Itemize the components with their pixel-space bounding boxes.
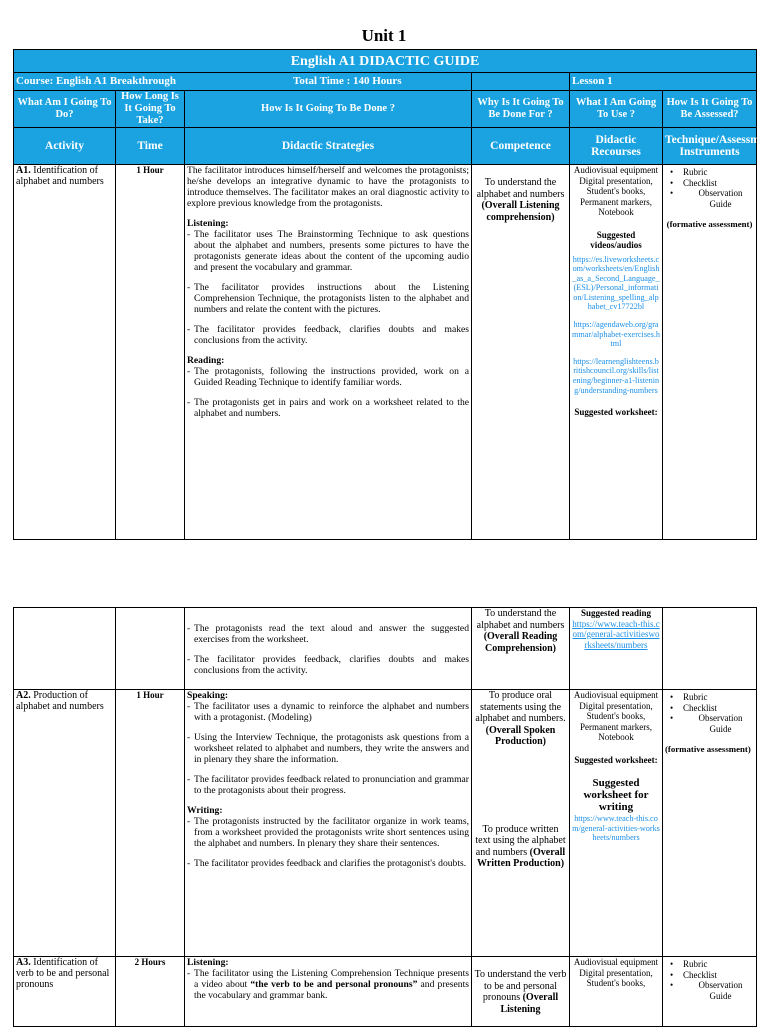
strategies-a3: Listening: - The facilitator using the Listening Comprehension Technique presents a video about “the verb to be and personal pronouns” and presents the vocabulary and grammar bank. [185, 957, 472, 1027]
column-competence: Competence [472, 128, 570, 165]
strategies-a1: The facilitator introduces himself/herself and welcomes the protagonists; he/she develops an integrative dynamic to have the protagonists to introduce themselves. The facilitator makes an oral diagnostic activity to explore previous knowledge from the protagonists. Listening: - The facilitator uses The Brainstorming Technique to ask questions about the alphabet and numbers, presents some pictures to have the protagonists generate ideas about the content of the upcoming audio and present the vocabulary and grammar. - The facilitator provides instructions about the Listening Comprehension Technique, the protagonists listen to the alphabet and numbers and relate the content with the pictures. - The facilitator provides feedback, clarifies doubts and makes conclusions from the activity. Reading: - The protagonists, following the instructions provided, work on a Guided Reading Technique to identify familiar words. - The protagonists get in pairs and work on a worksheet related to the alphabet and numbers. [185, 165, 472, 540]
resources-a1: Audiovisual equipment Digital presentation, Student's books, Permanent markers, Notebook Suggested videos/audios https://es.liveworksheets.com/worksheets/en/English_as_a_Second_Language_(ESL)/Personal_information/Listening_spelling_alphabet_cv17722bl https://agendaweb.org/grammar/alphabet-exercises.html https://learnenglishteens.britishcouncil.org/skills/listening/beginner-a1-listening/understanding-numbers Suggested worksheet: [570, 165, 663, 540]
time-a1: 1 Hour [116, 165, 185, 540]
techniques-a3: • Rubric • Checklist • Observation Guide [663, 957, 757, 1027]
link-teach-this-writing[interactable]: https://www.teach-this.com/general-activities-worksheets/numbers [572, 814, 660, 843]
table-row-a1 [14, 165, 757, 540]
lesson-label: Lesson 1 [570, 73, 757, 91]
time-a3: 2 Hours [116, 957, 185, 1027]
competence-a2: To produce oral statements using the alphabet and numbers. (Overall Spoken Production) To produce written text using the alphabet and numbers (Overall Written Production) [472, 690, 570, 957]
strategies-continued: - The protagonists read the text aloud and answer the suggested exercises from the worksheet. - The facilitator provides feedback, clarifies doubts and makes conclusions from the activity. [185, 608, 472, 690]
resources-reading: Suggested reading https://www.teach-this.com/general-activitiesworksheets/numbers [570, 608, 663, 690]
activity-a2: A2. Production of alphabet and numbers [14, 690, 116, 957]
question-why: Why Is It Going To Be Done For ? [472, 91, 570, 128]
table-row-continued [14, 608, 757, 690]
time-a2: 1 Hour [116, 690, 185, 957]
column-activity: Activity [14, 128, 116, 165]
activity-a3: A3. Identification of verb to be and personal pronouns [14, 957, 116, 1027]
competence-a1: To understand the alphabet and numbers (Overall Listening comprehension) [472, 165, 570, 540]
course-name: Course: English A1 Breakthrough Total Time : 140 Hours [14, 73, 472, 91]
question-how-long: How Long Is It Going To Take? [116, 91, 185, 128]
column-resources: Didactic Recourses [570, 128, 663, 165]
question-what-use: What I Am Going To Use ? [570, 91, 663, 128]
question-assessed: How Is It Going To Be Assessed? [663, 91, 757, 128]
column-time: Time [116, 128, 185, 165]
strategies-a2: Speaking: - The facilitator uses a dynamic to reinforce the alphabet and numbers with a protagonist. (Modeling) - Using the Interview Technique, the protagonists ask questions from a worksheet related to alphabet and numbers, they write the answers and in plenary they share the information. - The facilitator provides feedback related to pronunciation and grammar to the protagonists about their progress. Writing: - The protagonists instructed by the facilitator organize in work teams, from a worksheet provided the protagonists write short sentences using the alphabet and numbers. In plenary they share their sentences. - The facilitator provides feedback and clarifies the protagonist's doubts. [185, 690, 472, 957]
resources-a3: Audiovisual equipment Digital presentation, Student's books, [570, 957, 663, 1027]
activity-a1: A1. Identification of alphabet and numbers [14, 165, 116, 540]
link-alphabet-listening[interactable]: https://es.liveworksheets.com/worksheets/en/English_as_a_Second_Language_(ESL)/Personal_information/Listening_spelling_alphabet_cv17722bl [572, 254, 660, 312]
link-teach-this-reading[interactable]: https://www.teach-this.com/general-activitiesworksheets/numbers [572, 618, 660, 650]
table-row-a2 [14, 690, 757, 957]
competence-a3: To understand the verb to be and personal pronouns (Overall Listening [472, 957, 570, 1027]
column-strategies: Didactic Strategies [185, 128, 472, 165]
link-understanding-numbers[interactable]: https://learnenglishteens.britishcouncil.org/skills/listening/beginner-a1-listening/understanding-numbers [572, 356, 660, 395]
column-techniques: Technique/Assessment Instruments [663, 128, 757, 165]
resources-a2: Audiovisual equipment Digital presentation, Student's books, Permanent markers, Notebook Suggested worksheet: Suggested worksheet for writing https://www.teach-this.com/general-activities-worksheets/numbers [570, 690, 663, 957]
didactic-guide-table-2 [13, 607, 757, 1027]
didactic-guide-table-1 [13, 49, 775, 540]
techniques-a2: • Rubric • Checklist • Observation Guide (formative assessment) [663, 690, 757, 957]
link-alphabet-exercises[interactable]: https://agendaweb.org/grammar/alphabet-exercises.html [572, 320, 660, 349]
unit-title: Unit 1 [361, 26, 407, 45]
guide-title: English A1 DIDACTIC GUIDE [14, 50, 757, 73]
table-row-a3 [14, 957, 757, 1027]
question-how: How Is It Going To Be Done ? [185, 91, 472, 128]
competence-reading: To understand the alphabet and numbers (Overall Reading Comprehension) [472, 608, 570, 690]
total-time: Total Time : 140 Hours [293, 75, 402, 87]
techniques-a1: • Rubric • Checklist • Observation Guide (formative assessment) [663, 165, 757, 540]
question-what: What Am I Going To Do? [14, 91, 116, 128]
